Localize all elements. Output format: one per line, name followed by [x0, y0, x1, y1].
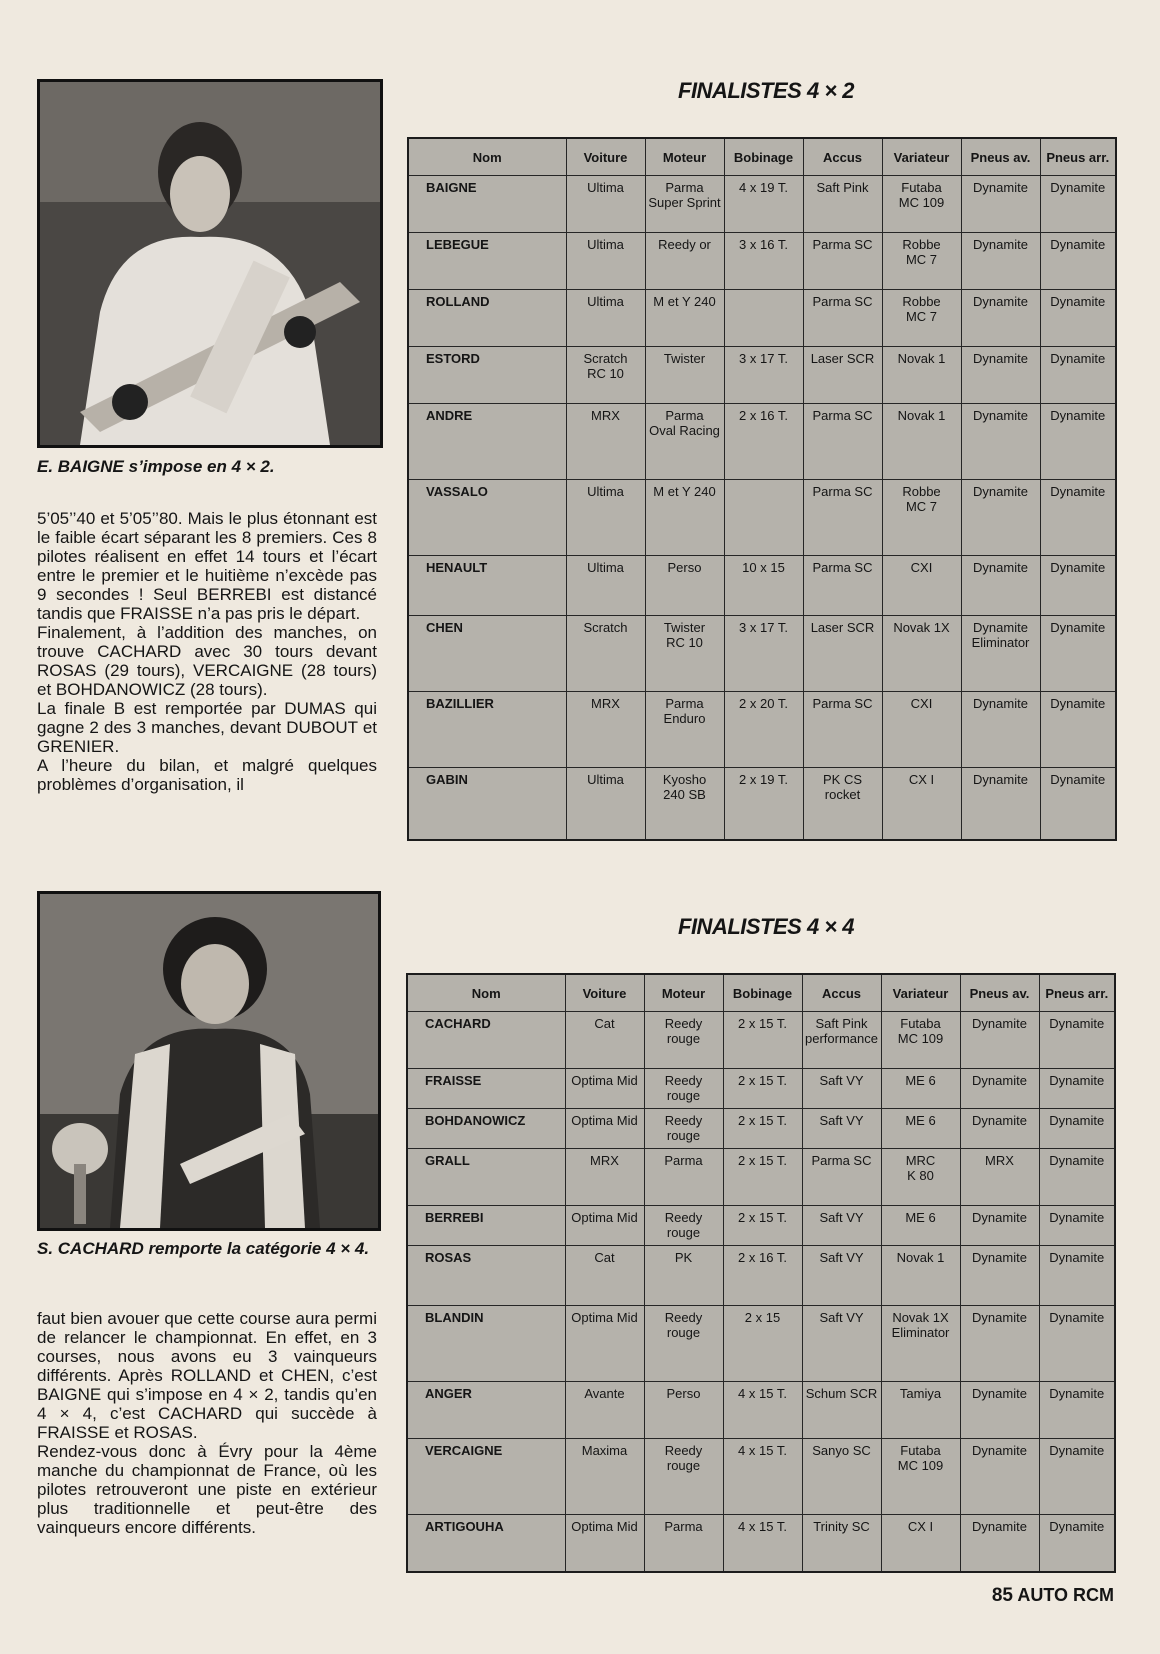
table-cell: Schum SCR [802, 1382, 881, 1439]
driver-name: GRALL [407, 1149, 565, 1206]
table-row [407, 1439, 1115, 1515]
table-cell: PK [644, 1246, 723, 1306]
table-cell: Futaba MC 109 [881, 1439, 960, 1515]
table-cell [724, 480, 803, 556]
photo-cachard [37, 891, 381, 1231]
driver-name: VASSALO [408, 480, 566, 556]
table-cell: Dynamite [1040, 347, 1116, 404]
table-cell: Ultima [566, 176, 645, 233]
table-cell: M et Y 240 [645, 290, 724, 347]
photo-baigne-illustration [40, 82, 380, 445]
table-row [407, 1109, 1115, 1149]
article-text-2 [37, 1309, 377, 1537]
table-cell: Parma Super Sprint [645, 176, 724, 233]
table-header-row [408, 138, 1116, 176]
column-header: Pneus av. [961, 138, 1040, 176]
table-cell: Scratch RC 10 [566, 347, 645, 404]
table-cell: Twister [645, 347, 724, 404]
table-cell: 2 x 19 T. [724, 768, 803, 840]
table-cell: 2 x 15 T. [723, 1149, 802, 1206]
table-cell: Dynamite [960, 1306, 1039, 1382]
finalistes-4x4-table [406, 973, 1116, 1573]
table-cell: Dynamite [1039, 1515, 1115, 1572]
table-cell: Dynamite [960, 1206, 1039, 1246]
driver-name: CACHARD [407, 1012, 565, 1069]
column-header: Bobinage [723, 974, 802, 1012]
table-cell: Dynamite [1040, 692, 1116, 768]
column-header: Pneus av. [960, 974, 1039, 1012]
column-header: Nom [408, 138, 566, 176]
table-cell: Reedy rouge [644, 1109, 723, 1149]
table-row [408, 347, 1116, 404]
table-cell [724, 290, 803, 347]
table-cell: Ultima [566, 768, 645, 840]
column-header: Variateur [881, 974, 960, 1012]
table-cell: Dynamite [961, 176, 1040, 233]
table-cell: CXI [882, 556, 961, 616]
column-header: Pneus arr. [1040, 138, 1116, 176]
table-row [407, 1149, 1115, 1206]
table-cell: Parma [644, 1515, 723, 1572]
paragraph: Finalement, à l’addition des manches, on trouve CACHARD avec 30 tours devant ROSAS (29 tours), VERCAIGNE (28 tours) et BOHDANOWICZ (28 tours). [37, 623, 377, 699]
photo-baigne [37, 79, 383, 448]
table-row [408, 233, 1116, 290]
table-cell: Dynamite [1039, 1109, 1115, 1149]
paragraph: La finale B est remportée par DUMAS qui gagne 2 des 3 manches, devant DUBOUT et GRENIER. [37, 699, 377, 756]
driver-name: ANDRE [408, 404, 566, 480]
table-cell: 2 x 15 T. [723, 1012, 802, 1069]
table-cell: Ultima [566, 233, 645, 290]
table-cell: Robbe MC 7 [882, 480, 961, 556]
table-cell: Sanyo SC [802, 1439, 881, 1515]
table-cell: Reedy rouge [644, 1306, 723, 1382]
driver-name: BERREBI [407, 1206, 565, 1246]
table-cell: 2 x 15 [723, 1306, 802, 1382]
table-cell: CXI [882, 692, 961, 768]
table-cell: CX I [881, 1515, 960, 1572]
table-cell: Dynamite [960, 1246, 1039, 1306]
table-cell: 3 x 17 T. [724, 347, 803, 404]
table-cell: Optima Mid [565, 1306, 644, 1382]
table-cell: Saft Pink [803, 176, 882, 233]
table-cell: Robbe MC 7 [882, 233, 961, 290]
column-header: Pneus arr. [1039, 974, 1115, 1012]
table-cell: Novak 1 [881, 1246, 960, 1306]
table-cell: Dynamite [961, 480, 1040, 556]
table-cell: Laser SCR [803, 616, 882, 692]
table-row [408, 692, 1116, 768]
table-cell: Dynamite [1040, 768, 1116, 840]
table-cell: Saft VY [802, 1306, 881, 1382]
driver-name: BOHDANOWICZ [407, 1109, 565, 1149]
table-cell: ME 6 [881, 1206, 960, 1246]
table-cell: Cat [565, 1246, 644, 1306]
table-cell: 4 x 15 T. [723, 1515, 802, 1572]
table-cell: MRX [565, 1149, 644, 1206]
table-cell: Dynamite [960, 1515, 1039, 1572]
table-cell: Optima Mid [565, 1109, 644, 1149]
table-row [408, 290, 1116, 347]
table-cell: 2 x 15 T. [723, 1109, 802, 1149]
table-cell: Futaba MC 109 [881, 1012, 960, 1069]
paragraph: A l’heure du bilan, et malgré quelques problèmes d’organisation, il [37, 756, 377, 794]
table-cell: Parma SC [803, 480, 882, 556]
table-row [407, 1515, 1115, 1572]
column-header: Moteur [644, 974, 723, 1012]
table-row [408, 480, 1116, 556]
table-cell: Dynamite [1039, 1382, 1115, 1439]
table-cell: Dynamite [960, 1109, 1039, 1149]
table2-title: FINALISTES 4 × 4 [678, 914, 854, 939]
table-cell: Reedy rouge [644, 1012, 723, 1069]
magazine-name: AUTO RCM [1017, 1585, 1114, 1605]
table-cell: Saft Pink performance [802, 1012, 881, 1069]
table-cell: Maxima [565, 1439, 644, 1515]
paragraph: 5’05’’40 et 5’05’’80. Mais le plus étonnant est le faible écart séparant les 8 premiers. Ces 8 pilotes réalisent en effet 14 tours et l’écart entre le premier et le huitième n’excède pas 9 secondes ! Seul BERREBI est distancé tandis que FRAISSE n’a pas pris le départ. [37, 509, 377, 623]
table-cell: MRX [566, 692, 645, 768]
table-cell: Optima Mid [565, 1515, 644, 1572]
table-cell: Dynamite [1040, 616, 1116, 692]
table-cell: Dynamite [960, 1069, 1039, 1109]
table-cell: ME 6 [881, 1069, 960, 1109]
driver-name: HENAULT [408, 556, 566, 616]
table-cell: Dynamite [1040, 290, 1116, 347]
table-cell: Saft VY [802, 1069, 881, 1109]
table-cell: Trinity SC [802, 1515, 881, 1572]
table-cell: Dynamite [1040, 176, 1116, 233]
table-cell: MRX [960, 1149, 1039, 1206]
table-cell: Cat [565, 1012, 644, 1069]
table-cell: Dynamite [1039, 1246, 1115, 1306]
column-header: Voiture [565, 974, 644, 1012]
table-cell: Dynamite [961, 290, 1040, 347]
table-cell: Tamiya [881, 1382, 960, 1439]
driver-name: ROLLAND [408, 290, 566, 347]
table-cell: Reedy rouge [644, 1439, 723, 1515]
table-row [407, 1382, 1115, 1439]
table-cell: 2 x 20 T. [724, 692, 803, 768]
table-cell: Dynamite [1039, 1069, 1115, 1109]
table-cell: Dynamite [960, 1382, 1039, 1439]
table-cell: 4 x 19 T. [724, 176, 803, 233]
table-cell: Dynamite [1040, 404, 1116, 480]
column-header: Accus [802, 974, 881, 1012]
page-footer [992, 1585, 1114, 1607]
table-cell: Parma SC [803, 233, 882, 290]
table-cell: CX I [882, 768, 961, 840]
driver-name: ANGER [407, 1382, 565, 1439]
table-cell: Perso [644, 1382, 723, 1439]
table-cell: Dynamite [960, 1439, 1039, 1515]
table-cell: Saft VY [802, 1206, 881, 1246]
table-cell: Dynamite [961, 556, 1040, 616]
table-cell: Saft VY [802, 1109, 881, 1149]
driver-name: ARTIGOUHA [407, 1515, 565, 1572]
driver-name: GABIN [408, 768, 566, 840]
table-cell: Parma SC [803, 556, 882, 616]
table-cell: Avante [565, 1382, 644, 1439]
photo1-caption: E. BAIGNE s’impose en 4 × 2. [37, 457, 275, 476]
paragraph: Rendez-vous donc à Évry pour la 4ème manche du championnat de France, où les pilotes retrouveront une piste en extérieur plus traditionnelle et peut-être des vainqueurs encore différents. [37, 1442, 377, 1537]
column-header: Moteur [645, 138, 724, 176]
table-row [408, 556, 1116, 616]
column-header: Bobinage [724, 138, 803, 176]
table-cell: Dynamite [1039, 1012, 1115, 1069]
table-row [408, 616, 1116, 692]
table-cell: Dynamite [961, 233, 1040, 290]
table-cell: Dynamite [1040, 480, 1116, 556]
table-cell: 2 x 16 T. [723, 1246, 802, 1306]
column-header: Voiture [566, 138, 645, 176]
table-cell: Reedy or [645, 233, 724, 290]
table-cell: Parma Oval Racing [645, 404, 724, 480]
table-cell: Novak 1 [882, 404, 961, 480]
table-row [407, 1246, 1115, 1306]
table-cell: Parma Enduro [645, 692, 724, 768]
table1-title: FINALISTES 4 × 2 [678, 78, 854, 103]
driver-name: BAIGNE [408, 176, 566, 233]
table-cell: Optima Mid [565, 1206, 644, 1246]
table-cell: Reedy rouge [644, 1069, 723, 1109]
table-row [408, 404, 1116, 480]
table-cell: Dynamite [1040, 233, 1116, 290]
table-cell: Futaba MC 109 [882, 176, 961, 233]
driver-name: FRAISSE [407, 1069, 565, 1109]
table-cell: 3 x 16 T. [724, 233, 803, 290]
table-cell: Parma SC [803, 692, 882, 768]
table-cell: ME 6 [881, 1109, 960, 1149]
table-cell: Ultima [566, 480, 645, 556]
table-cell: Novak 1 [882, 347, 961, 404]
table-cell: Kyosho 240 SB [645, 768, 724, 840]
table-cell: Dynamite [961, 404, 1040, 480]
table-cell: Parma [644, 1149, 723, 1206]
table-cell: Parma SC [802, 1149, 881, 1206]
table-cell: Dynamite [1039, 1306, 1115, 1382]
table-cell: Novak 1X [882, 616, 961, 692]
paragraph: faut bien avouer que cette course aura permi de relancer le championnat. En effet, en 3 courses, nous avons eu 3 vainqueurs différents. Après ROLLAND et CHEN, c’est BAIGNE qui s’impose en 4 × 2, tandis qu’en 4 × 4, c’est CACHARD qui succède à FRAISSE et ROSAS. [37, 1309, 377, 1442]
table-cell: Scratch [566, 616, 645, 692]
table-cell: 4 x 15 T. [723, 1382, 802, 1439]
table-cell: Reedy rouge [644, 1206, 723, 1246]
table-cell: Ultima [566, 290, 645, 347]
table-cell: Dynamite [961, 347, 1040, 404]
table-cell: Optima Mid [565, 1069, 644, 1109]
table-cell: Laser SCR [803, 347, 882, 404]
table-cell: Dynamite [960, 1012, 1039, 1069]
driver-name: LEBEGUE [408, 233, 566, 290]
table-cell: Dynamite [1039, 1206, 1115, 1246]
table-cell: Saft VY [802, 1246, 881, 1306]
table-row [407, 1306, 1115, 1382]
table-cell: Dynamite [1039, 1439, 1115, 1515]
column-header: Variateur [882, 138, 961, 176]
table-header-row [407, 974, 1115, 1012]
table-cell: Robbe MC 7 [882, 290, 961, 347]
table-cell: Dynamite Eliminator [961, 616, 1040, 692]
driver-name: ESTORD [408, 347, 566, 404]
table-cell: M et Y 240 [645, 480, 724, 556]
table-cell: Dynamite [1040, 556, 1116, 616]
table-cell: Novak 1X Eliminator [881, 1306, 960, 1382]
driver-name: VERCAIGNE [407, 1439, 565, 1515]
table-row [408, 768, 1116, 840]
article-text-1 [37, 509, 377, 794]
table-cell: Parma SC [803, 290, 882, 347]
column-header: Accus [803, 138, 882, 176]
page-number: 85 [991, 1585, 1013, 1606]
table-cell: Dynamite [961, 768, 1040, 840]
driver-name: BAZILLIER [408, 692, 566, 768]
table-cell: 2 x 15 T. [723, 1206, 802, 1246]
table-cell: PK CS rocket [803, 768, 882, 840]
table-row [407, 1012, 1115, 1069]
driver-name: CHEN [408, 616, 566, 692]
table-cell: Dynamite [1039, 1149, 1115, 1206]
table-cell: Twister RC 10 [645, 616, 724, 692]
photo-cachard-illustration [40, 894, 378, 1228]
table-cell: Ultima [566, 556, 645, 616]
table-cell: 2 x 16 T. [724, 404, 803, 480]
driver-name: BLANDIN [407, 1306, 565, 1382]
table-row [407, 1069, 1115, 1109]
table-row [408, 176, 1116, 233]
table-cell: MRX [566, 404, 645, 480]
photo2-caption: S. CACHARD remporte la catégorie 4 × 4. [37, 1239, 370, 1258]
table-cell: Dynamite [961, 692, 1040, 768]
table-cell: 10 x 15 [724, 556, 803, 616]
finalistes-4x2-table [407, 137, 1117, 841]
driver-name: ROSAS [407, 1246, 565, 1306]
column-header: Nom [407, 974, 565, 1012]
table-cell: 4 x 15 T. [723, 1439, 802, 1515]
table-row [407, 1206, 1115, 1246]
table-cell: 2 x 15 T. [723, 1069, 802, 1109]
table-cell: MRC K 80 [881, 1149, 960, 1206]
table-cell: 3 x 17 T. [724, 616, 803, 692]
table-cell: Perso [645, 556, 724, 616]
table-cell: Parma SC [803, 404, 882, 480]
